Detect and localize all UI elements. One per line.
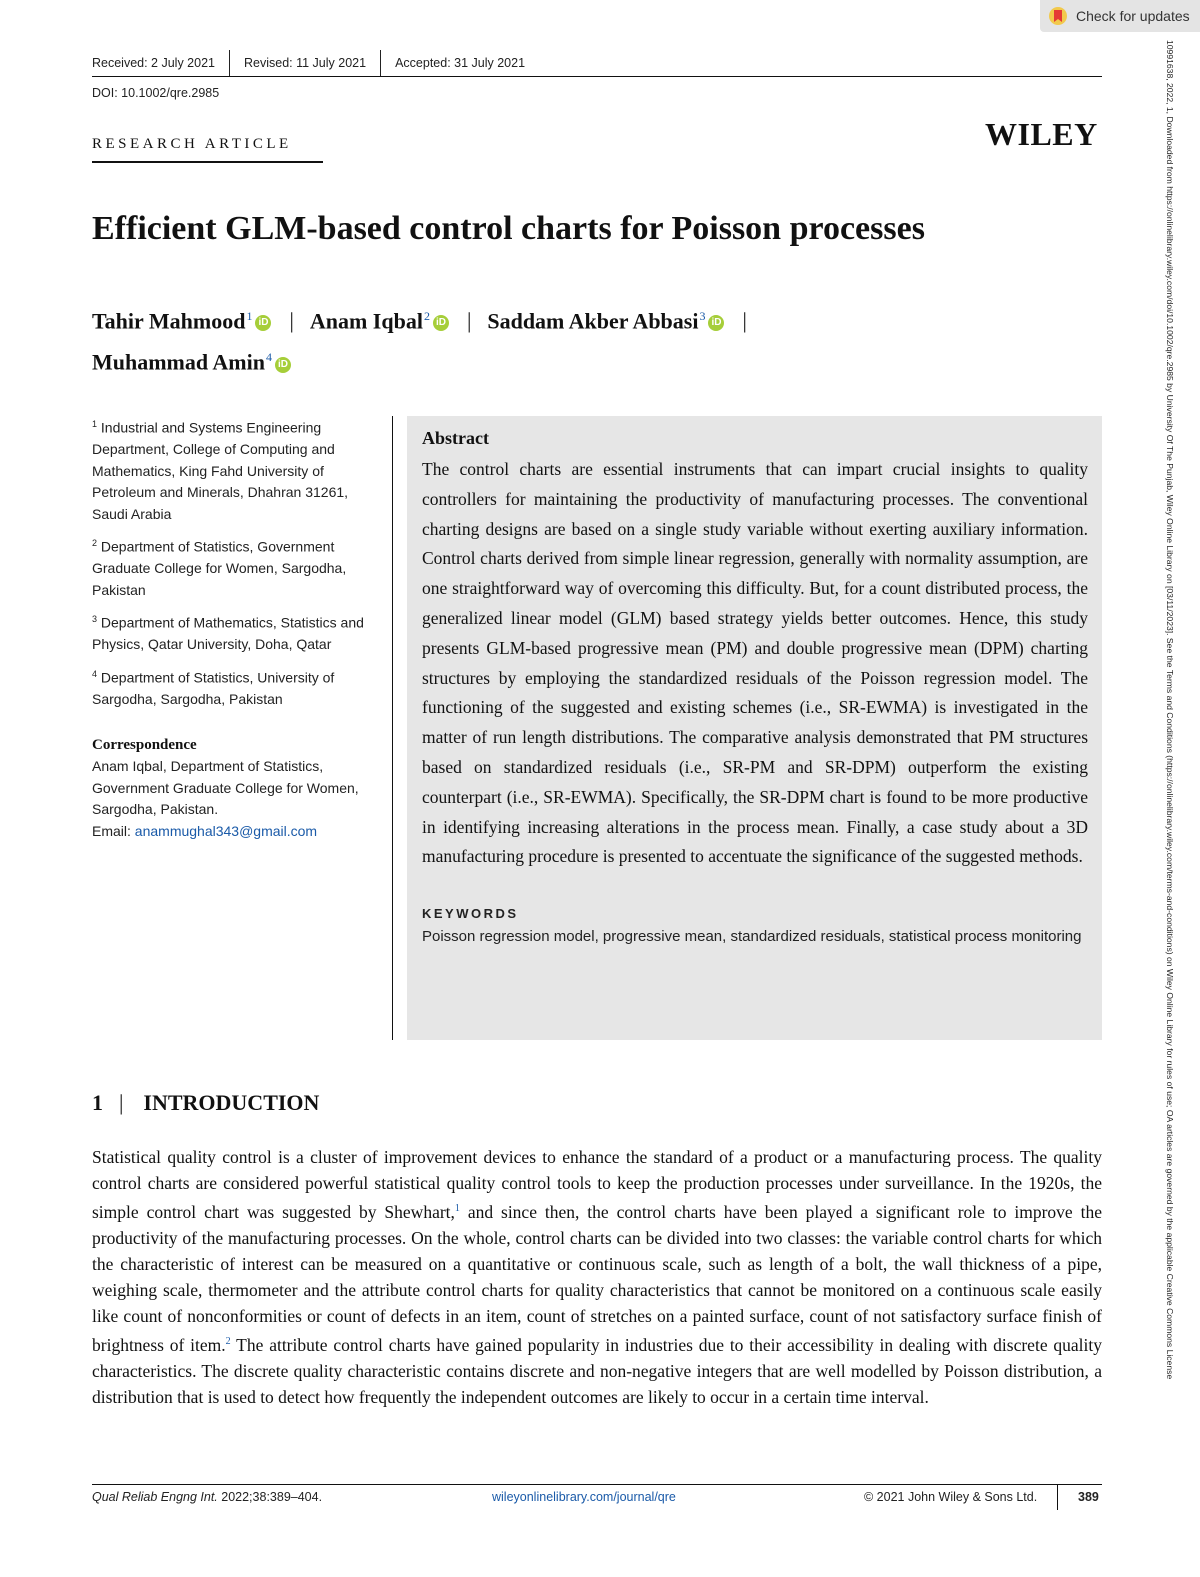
- page-number: 389: [1078, 1490, 1099, 1504]
- download-side-note-text: 10991638, 2022, 1, Downloaded from https://onlinelibrary.wiley.com/doi/10.1002/qre.2985 by University Of The Punjab, Wiley Online Library on [03/11/2023]. See the Terms and Conditions (https://onlinelibrary.wiley.com/terms-and-conditions) on Wiley Online Library for rules of use; OA articles are governed by the applicable Creative Commons License: [1165, 40, 1175, 1380]
- affiliation: $^2$ Department of Statistics, Government Graduate College for Women, Sargodha, Pakistan: [92, 538, 347, 598]
- author-name: Saddam Akber Abbasi: [487, 308, 699, 334]
- orcid-icon[interactable]: iD: [433, 315, 449, 331]
- affiliation: $^3$ Department of Mathematics, Statistics and Physics, Qatar University, Doha, Qatar: [92, 614, 364, 653]
- correspondence-email: Email: anammughal343@gmail.com: [92, 822, 318, 839]
- author-name: Tahir Mahmood: [92, 308, 246, 334]
- author-affil-ref[interactable]: 4: [265, 350, 272, 365]
- download-side-note: [1163, 40, 1175, 1540]
- author-affil-ref[interactable]: 3: [699, 309, 706, 323]
- orcid-icon[interactable]: iD: [255, 315, 271, 331]
- revised-date: Revised: 11 July 2021: [244, 56, 367, 70]
- accepted-date: Accepted: 31 July 2021: [395, 56, 526, 70]
- affiliations: [92, 414, 377, 842]
- abstract-divider: [392, 416, 393, 1040]
- footer-copyright: © 2021 John Wiley & Sons Ltd.: [864, 1490, 1038, 1504]
- author-name: Anam Iqbal: [309, 308, 423, 334]
- abstract-text: The control charts are essential instruments that can impart crucial insights to quality controllers for maintaining the productivity of manufacturing processes. The conventional charting designs are based on a single study variable without exerting auxiliary information. Control charts derived from simple linear regression, generally with normality assumption, are one straightforward way of overcoming this difficulty. But, for a count distributed process, the generalized linear model (GLM) based strategy yields better outcomes. Hence, this study presents GLM-based progressive mean (PM) and double progressive mean (DPM) charting structures by employing the standardized residuals of the Poisson regression model. The functioning of the suggested and existing schemes (i.e., SR-EWMA) is investigated in the matter of run length distributions. The comparative analysis demonstrated that PM structures based on standardized residuals (i.e., SR-PM and SR-DPM) outperform the existing counterpart (i.e., SR-EWMA). Specifically, the SR-DPM chart is found to be more productive in identifying increasing alterations in the process mean. Finally, a case study about a 3D manufacturing procedure is presented to accentuate the significance of the suggested methods.: [422, 459, 1088, 867]
- keywords-text: Poisson regression model, progressive mean, standardized residuals, statistical process monitoring: [422, 928, 1082, 946]
- correspondence: [92, 735, 377, 843]
- author-affil-ref[interactable]: 1: [246, 309, 253, 323]
- author[interactable]: [487, 298, 724, 339]
- author[interactable]: [92, 298, 271, 339]
- paper-title: Efficient GLM-based control charts for Poisson processes: [92, 210, 925, 247]
- author-separator: |: [742, 308, 747, 334]
- keywords-heading: KEYWORDS: [422, 906, 519, 922]
- abstract-box: [407, 416, 1102, 1040]
- article-type-rule: [92, 161, 323, 163]
- orcid-icon[interactable]: iD: [708, 315, 724, 331]
- author-affil-ref[interactable]: 2: [423, 309, 430, 323]
- footer-separator: [1057, 1484, 1058, 1510]
- publisher-logo: WILEY: [985, 116, 1098, 152]
- orcid-icon[interactable]: iD: [275, 357, 291, 373]
- author-list: [92, 298, 1102, 381]
- footer-journal: Qual Reliab Engng Int. 2022;38:389–404.: [92, 1490, 323, 1504]
- header-rule: [92, 76, 1102, 77]
- date-separator: [380, 50, 381, 76]
- article-type: RESEARCH ARTICLE: [92, 136, 292, 152]
- abstract-heading: Abstract: [422, 428, 489, 448]
- doi-link[interactable]: DOI: 10.1002/qre.2985: [92, 86, 220, 100]
- page-footer: [92, 1490, 1102, 1510]
- author-separator: |: [289, 308, 294, 334]
- affiliation: $^4$ Department of Statistics, University of Sargodha, Sargodha, Pakistan: [92, 668, 335, 708]
- section-heading-introduction: [92, 1090, 319, 1116]
- check-updates-icon: [1048, 6, 1068, 26]
- received-date: Received: 2 July 2021: [92, 56, 215, 70]
- citation-ref[interactable]: 1: [454, 1203, 460, 1214]
- author[interactable]: [310, 298, 449, 339]
- affiliation: $^1$ Industrial and Systems Engineering Department, College of Computing and Mathematics, King Fahd University of Petroleum and Minerals, Dhahran 31261, Saudi Arabia: [92, 419, 349, 522]
- email-link[interactable]: anammughal343@gmail.com: [134, 822, 318, 839]
- citation-ref[interactable]: 2: [225, 1335, 231, 1347]
- doi: [92, 86, 219, 100]
- section-separator: |: [119, 1090, 124, 1115]
- footer-rule: [92, 1484, 1102, 1485]
- correspondence-heading: Correspondence: [92, 736, 197, 753]
- section-number: 1: [92, 1090, 103, 1115]
- check-for-updates-label: Check for updates: [1076, 8, 1190, 24]
- history-dates: [92, 50, 1102, 76]
- journal-url-link[interactable]: wileyonlinelibrary.com/journal/qre: [492, 1490, 676, 1504]
- date-separator: [229, 50, 230, 76]
- author-separator: |: [466, 308, 472, 334]
- introduction-paragraph: Statistical quality control is a cluster of improvement devices to enhance the standard of a product or a manufacturing process. The quality control charts are considered powerful statistical quality control tools to keep the production processes under surveillance. In the 1920s, the simple control chart was suggested by Shewhart,$^1$ and since then, the control charts have been played a significant role to improve the productivity of the manufacturing processes. On the whole, control charts can be divided into two classes: the variable control charts for which the characteristic of interest can be measured on a quantitative or continuous scale, such as length of a bolt, the wall thickness of a pipe, weighing scale, thermometer and the attribute control charts for quality characteristics that cannot be monitored on a continuous scale easily like count of nonconformities or count of defects in an item, count of stretches on a painted surface, count of not satisfactory surface finish of brightness of item.$^2$ The attribute control charts have gained popularity in industries due to their accessibility in dealing with discrete quality characteristics. The discrete quality characteristic contains discrete and non-negative integers that are well modelled by Poisson distribution, a distribution that is used to detect how frequently the independent outcomes are likely to occur in a certain time interval.: [92, 1147, 1103, 1407]
- correspondence-text: Anam Iqbal, Department of Statistics, Government Graduate College for Women, Sargodha, Pakistan.: [92, 758, 359, 818]
- author-name: Muhammad Amin: [92, 349, 265, 375]
- author[interactable]: [92, 339, 291, 380]
- check-for-updates-button[interactable]: [1040, 0, 1200, 32]
- section-title: INTRODUCTION: [143, 1090, 320, 1115]
